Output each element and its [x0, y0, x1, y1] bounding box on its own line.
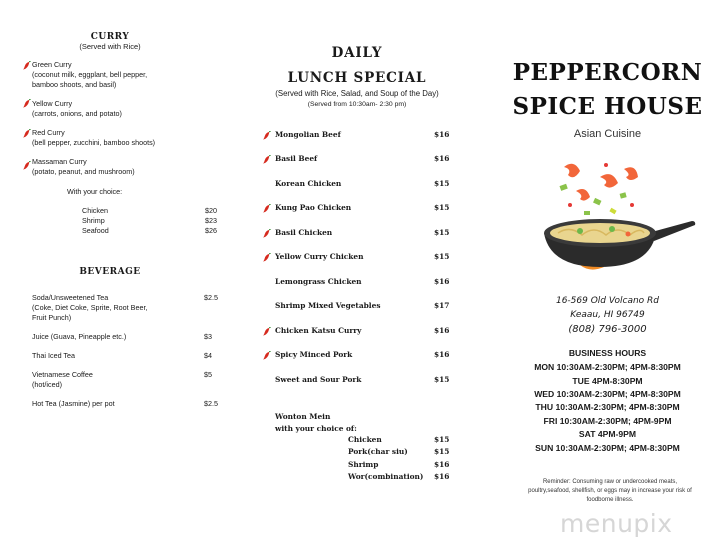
lunch-item-name: Basil Chicken	[275, 228, 333, 237]
wonton-option-name: Pork(char siu)	[348, 447, 408, 456]
curry-option-price: $20	[205, 206, 217, 215]
lunch-subtitle: (Served with Rice, Salad, and Soup of the Day)	[275, 89, 439, 98]
item-name: Red Curry	[32, 128, 65, 137]
lunch-item-price: $16	[434, 277, 450, 286]
lunch-item-price: $15	[434, 203, 450, 212]
lunch-item-price: $15	[434, 179, 450, 188]
hours-line: TUE 4PM-8:30PM	[572, 376, 643, 386]
wonton-option-price: $16	[434, 460, 450, 469]
wonton-option-price: $15	[434, 435, 450, 444]
shrimp-icon	[600, 174, 618, 187]
curry-heading: CURRY	[90, 32, 130, 42]
hours-line: FRI 10:30AM-2:30PM; 4PM-9PM	[543, 416, 672, 426]
beverage-price: $3	[204, 332, 212, 341]
chili-pepper-icon	[22, 161, 31, 170]
item-name: Thai Iced Tea	[32, 351, 76, 360]
curry-option-name: Shrimp	[82, 216, 105, 225]
menu-item-massaman-curry	[32, 157, 207, 177]
beverage-item	[32, 370, 202, 390]
lunch-item-price: $17	[434, 301, 450, 310]
wonton-title: Wonton Mein	[275, 412, 331, 421]
shrimp-icon	[564, 164, 580, 177]
chili-pepper-icon	[262, 327, 271, 336]
item-description: (potato, peanut, and mushroom)	[32, 167, 135, 176]
beverage-price: $2.5	[204, 293, 218, 302]
lunch-item-name: Chicken Katsu Curry	[275, 326, 362, 335]
lunch-item-name: Shrimp Mixed Vegetables	[275, 301, 381, 310]
beverage-item	[32, 351, 202, 361]
curry-option-price: $26	[205, 226, 217, 235]
lunch-item-price: $16	[434, 326, 450, 335]
restaurant-tagline: Asian Cuisine	[573, 128, 642, 140]
hours-line: SAT 4PM-9PM	[578, 429, 637, 439]
address-line2: Keaau, HI 96749	[570, 310, 645, 320]
lunch-item-name: Lemongrass Chicken	[275, 277, 362, 286]
chili-pepper-icon	[22, 129, 31, 138]
lunch-item-name: Mongolian Beef	[275, 130, 341, 139]
item-name: Juice (Guava, Pineapple etc.)	[32, 332, 127, 341]
item-name: Soda/Unsweetened Tea	[32, 293, 109, 302]
lunch-item-name: Korean Chicken	[275, 179, 342, 188]
lunch-item-name: Yellow Curry Chicken	[275, 252, 364, 261]
item-description: bamboo shoots, and basil)	[32, 80, 117, 89]
wonton-choice-label: with your choice of:	[275, 424, 357, 433]
wonton-option-name: Wor(combination)	[348, 472, 424, 481]
item-name: Vietnamese Coffee	[32, 370, 93, 379]
chili-pepper-icon	[262, 351, 271, 360]
chili-pepper-icon	[22, 99, 31, 108]
lunch-item-price: $15	[434, 228, 450, 237]
beverage-item	[32, 399, 202, 409]
wonton-option-price: $16	[434, 472, 450, 481]
beverage-price: $2.5	[204, 399, 218, 408]
chili-pepper-icon	[262, 253, 271, 262]
food-safety-reminder: Reminder: Consuming raw or undercooked meats, poultry,seafood, shellfish, or eggs may in increase your risk of foodborne illness.	[528, 479, 692, 503]
wok-noodles-illustration	[540, 155, 700, 280]
lunch-item-name: Sweet and Sour Pork	[275, 375, 362, 384]
lunch-item-price: $16	[434, 350, 450, 359]
lunch-title-special: LUNCH SPECIAL	[287, 70, 427, 86]
shrimp-icon	[576, 189, 590, 201]
hours-line: WED 10:30AM-2:30PM; 4PM-8:30PM	[534, 389, 681, 399]
lunch-item-name: Kung Pao Chicken	[275, 203, 352, 212]
curry-option-price: $23	[205, 216, 217, 225]
item-description: (hot/iced)	[32, 380, 62, 389]
item-name: Yellow Curry	[32, 99, 73, 108]
beverage-item	[32, 332, 202, 342]
chili-pepper-icon	[262, 204, 271, 213]
beverage-item	[32, 293, 202, 323]
chili-pepper-icon	[262, 229, 271, 238]
lunch-item-name: Basil Beef	[275, 154, 318, 163]
menupix-watermark: menupix	[560, 509, 673, 538]
lunch-item-name: Spicy Minced Pork	[275, 350, 353, 359]
item-description: (coconut milk, eggplant, bell pepper,	[32, 70, 148, 79]
item-description: (bell pepper, zucchini, bamboo shoots)	[32, 138, 156, 147]
lunch-item-price: $16	[434, 154, 450, 163]
item-name: Green Curry	[32, 60, 72, 69]
business-hours-heading: BUSINESS HOURS	[568, 348, 647, 358]
menu-item-yellow-curry	[32, 99, 207, 119]
wonton-option-price: $15	[434, 447, 450, 456]
hours-line: SUN 10:30AM-2:30PM; 4PM-8:30PM	[535, 443, 680, 453]
wonton-option-name: Shrimp	[348, 460, 379, 469]
menu-item-red-curry	[32, 128, 207, 148]
phone-number: (808) 796-3000	[568, 324, 647, 335]
item-description: Fruit Punch)	[32, 313, 72, 322]
item-description: (Coke, Diet Coke, Sprite, Root Beer,	[32, 303, 148, 312]
menu-item-green-curry	[32, 60, 207, 90]
address-line1: 16-569 Old Volcano Rd	[555, 296, 660, 306]
lunch-item-price: $15	[434, 252, 450, 261]
lunch-title-daily: DAILY	[331, 45, 383, 61]
lunch-item-price: $16	[434, 130, 450, 139]
shrimp-icon	[624, 167, 638, 180]
noodles	[550, 223, 650, 243]
beverage-heading: BEVERAGE	[79, 267, 141, 277]
restaurant-name-line2: SPICE HOUSE	[512, 93, 703, 120]
chili-pepper-icon	[262, 155, 271, 164]
lunch-served-hours: (Served from 10:30am- 2:30 pm)	[307, 101, 407, 108]
hours-line: THU 10:30AM-2:30PM; 4PM-8:30PM	[535, 402, 680, 412]
wonton-mein-block	[275, 411, 357, 435]
curry-option-name: Chicken	[82, 206, 108, 215]
curry-choice-label: With your choice:	[67, 187, 123, 196]
beverage-price: $4	[204, 351, 212, 360]
beverage-price: $5	[204, 370, 212, 379]
item-description: (carrots, onions, and potato)	[32, 109, 122, 118]
wonton-option-name: Chicken	[348, 435, 382, 444]
hours-line: MON 10:30AM-2:30PM; 4PM-8:30PM	[534, 362, 681, 372]
restaurant-name-line1: PEPPERCORN	[512, 59, 703, 86]
chili-pepper-icon	[262, 131, 271, 140]
lunch-item-price: $15	[434, 375, 450, 384]
curry-option-name: Seafood	[82, 226, 109, 235]
item-name: Massaman Curry	[32, 157, 87, 166]
item-name: Hot Tea (Jasmine) per pot	[32, 399, 115, 408]
chili-pepper-icon	[22, 61, 31, 70]
curry-subtitle: (Served with Rice)	[79, 42, 141, 51]
